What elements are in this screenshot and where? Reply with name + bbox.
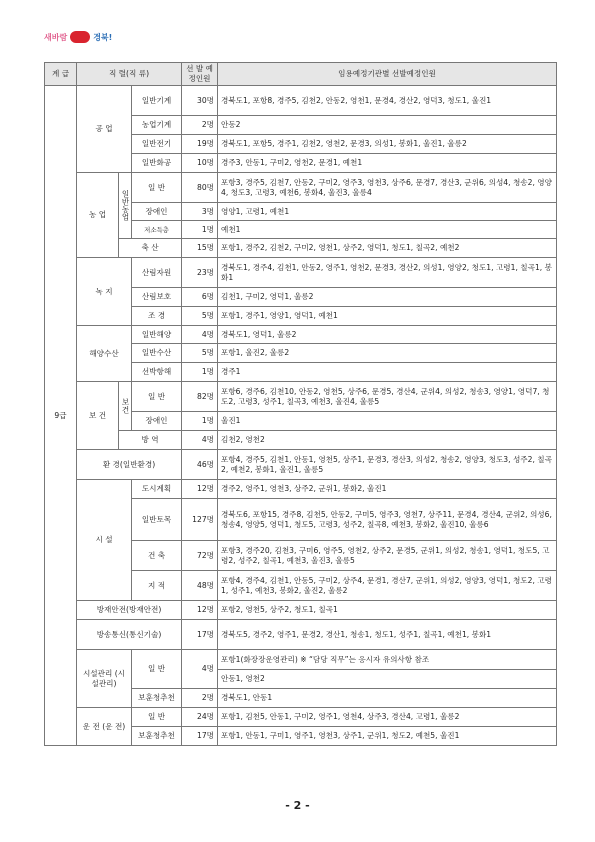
count-cell: 1명 [182,221,218,239]
count-cell: 4명 [182,326,218,344]
distribution-cell: 포항1, 안동1, 구미1, 영주1, 영천3, 상주1, 군위1, 청도2, 예천5, 울진1 [218,727,557,746]
logo [44,30,112,44]
distribution-cell: 경주3, 안동1, 구미2, 영천2, 문경1, 예천1 [218,154,557,173]
header-count: 선 발 예정인원 [182,63,218,86]
distribution-cell: 경북도1, 안동1 [218,689,557,708]
subcategory-cell: 일 반 [132,650,182,689]
count-cell: 10명 [182,154,218,173]
subcategory-cell: 산림보호 [132,288,182,307]
count-cell: 48명 [182,571,218,601]
grade-cell: 9급 [45,86,77,746]
logo-text-1: 새바람 [44,32,68,42]
subcategory-cell: 축 산 [119,239,182,258]
count-cell: 23명 [182,258,218,288]
header-series: 직 렬(직 류) [77,63,182,86]
distribution-cell: 포항1, 울진2, 울릉2 [218,344,557,363]
count-cell: 12명 [182,480,218,499]
header-grade: 계 급 [45,63,77,86]
distribution-cell: 포항4, 경주4, 김천1, 안동5, 구미2, 상주4, 문경1, 경산7, 군위1, 의성2, 영양3, 영덕1, 청도2, 고령1, 성주1, 예천3, 봉화2, 울진2, 울릉2 [218,571,557,601]
distribution-cell: 포항1, 경주2, 김천2, 구미2, 영천1, 상주2, 영덕1, 청도1, 칠곡2, 예천2 [218,239,557,258]
subcategory-cell: 방 역 [119,431,182,450]
distribution-cell: 경북도6, 포항15, 경주8, 김천5, 안동2, 구미5, 영주3, 영천7, 상주11, 문경4, 경산4, 군위2, 의성6, 청송4, 영양5, 영덕1, 청도5, 고령3, 성주2, 칠곡8, 예천3, 봉화2, 울진10, 울릉6 [218,499,557,541]
count-cell: 80명 [182,173,218,203]
category-cell: 농 업 [77,173,119,258]
count-cell: 17명 [182,727,218,746]
subcategory-cell: 조 경 [132,307,182,326]
count-cell: 127명 [182,499,218,541]
subcategory-cell: 도시계획 [132,480,182,499]
distribution-cell: 포항3, 경주5, 김천7, 안동2, 구미2, 영주3, 영천3, 상주6, 문경7, 경산3, 군위6, 의성4, 청송2, 영양4, 청도3, 고령3, 예천6, 봉화4, 울진3, 울릉4 [218,173,557,203]
count-cell: 4명 [182,431,218,450]
subcategory-cell: 보훈청추천 [132,689,182,708]
category-cell: 시 설 [77,480,132,601]
distribution-cell: 경북도1, 포항8, 경주5, 김천2, 안동2, 영천1, 문경4, 경산2, 영덕3, 청도1, 울진1 [218,86,557,116]
logo-heart-icon [70,31,90,43]
count-cell: 15명 [182,239,218,258]
subcategory-cell: 건 축 [132,541,182,571]
category-cell: 녹 지 [77,258,132,326]
count-cell: 2명 [182,689,218,708]
mid-category-cell: 보건 [119,382,132,431]
category-cell: 공 업 [77,86,132,173]
subcategory-cell: 장애인 [132,203,182,221]
subcategory-cell: 일반전기 [132,135,182,154]
subcategory-cell: 일반기계 [132,86,182,116]
distribution-cell: 포항4, 경주5, 김천1, 안동1, 영천5, 상주1, 문경3, 경산3, 의성2, 청송2, 영양3, 청도3, 성주2, 칠곡2, 예천2, 봉화1, 울진1, 울릉5 [218,450,557,480]
count-cell: 5명 [182,307,218,326]
distribution-cell: 포항2, 영천5, 상주2, 청도1, 칠곡1 [218,601,557,620]
distribution-cell: 경북도1, 경주4, 김천1, 안동2, 영주1, 영천2, 문경3, 경산2, 의성1, 영양2, 청도1, 고령1, 칠곡1, 봉화1 [218,258,557,288]
count-cell: 72명 [182,541,218,571]
subcategory-cell: 일반토목 [132,499,182,541]
count-cell: 19명 [182,135,218,154]
page-number: - 2 - [285,799,310,812]
mid-category-cell: 일반농업 [119,173,132,239]
subcategory-cell: 일 반 [132,173,182,203]
category-cell: 환 경(일반환경) [77,450,182,480]
subcategory-cell: 일반수산 [132,344,182,363]
category-cell: 해양수산 [77,326,132,382]
logo-text-3: 경북! [93,32,113,42]
count-cell: 5명 [182,344,218,363]
distribution-cell: 포항1, 경주1, 영양1, 영덕1, 예천1 [218,307,557,326]
category-cell: 보 건 [77,382,119,450]
subcategory-cell: 일 반 [132,382,182,412]
category-cell: 운 전 (운 전) [77,708,132,746]
subcategory-cell: 장애인 [132,412,182,431]
count-cell: 24명 [182,708,218,727]
count-cell: 4명 [182,650,218,689]
distribution-cell: 포항1(화장장운영관리) ※ “담당 직무”는 응시자 유의사항 참조 [218,650,557,670]
distribution-cell: 영양1, 고령1, 예천1 [218,203,557,221]
distribution-cell: 경주2, 영주1, 영천3, 상주2, 군위1, 봉화2, 울진1 [218,480,557,499]
subcategory-cell: 일 반 [132,708,182,727]
distribution-cell: 경북도1, 포항5, 경주1, 김천2, 영천2, 문경3, 의성1, 봉화1, 울진1, 울릉2 [218,135,557,154]
subcategory-cell: 일반화공 [132,154,182,173]
distribution-cell: 경북도5, 경주2, 영주1, 문경2, 경산1, 청송1, 청도1, 성주1, 칠곡1, 예천1, 봉화1 [218,620,557,650]
distribution-cell: 울진1 [218,412,557,431]
count-cell: 82명 [182,382,218,412]
count-cell: 2명 [182,116,218,135]
category-cell: 방송통신(통신기술) [77,620,182,650]
subcategory-cell: 농업기계 [132,116,182,135]
distribution-cell: 포항3, 경주20, 김천3, 구미6, 영주5, 영천2, 상주2, 문경5, 군위1, 의성2, 청송1, 영덕1, 청도5, 고령2, 성주2, 칠곡1, 예천3, 울진3, 울릉5 [218,541,557,571]
distribution-cell: 경주1 [218,363,557,382]
subcategory-cell: 산림자원 [132,258,182,288]
subcategory-cell: 지 적 [132,571,182,601]
count-cell: 46명 [182,450,218,480]
distribution-cell: 포항6, 경주6, 김천10, 안동2, 영천5, 상주6, 문경5, 경산4, 군위4, 의성2, 청송3, 영양1, 영덕7, 청도2, 고령3, 성주1, 칠곡3, 예천3, 울진4, 울릉5 [218,382,557,412]
subcategory-cell: 보훈청추천 [132,727,182,746]
subcategory-cell: 선박항해 [132,363,182,382]
subcategory-cell: 저소득층 [132,221,182,239]
distribution-cell: 경북도1, 영덕1, 울릉2 [218,326,557,344]
header-agencies: 임용예정기관별 선발예정인원 [218,63,557,86]
count-cell: 3명 [182,203,218,221]
distribution-cell: 포항1, 김천5, 안동1, 구미2, 영주1, 영천4, 상주3, 경산4, 고령1, 울릉2 [218,708,557,727]
count-cell: 12명 [182,601,218,620]
count-cell: 6명 [182,288,218,307]
distribution-cell: 예천1 [218,221,557,239]
count-cell: 1명 [182,412,218,431]
category-cell: 방재안전(방재안전) [77,601,182,620]
subcategory-cell: 일반해양 [132,326,182,344]
distribution-cell: 안동2 [218,116,557,135]
count-cell: 30명 [182,86,218,116]
distribution-cell: 김천2, 영천2 [218,431,557,450]
distribution-cell: 안동1, 영천2 [218,670,557,689]
recruitment-table [44,62,557,746]
count-cell: 17명 [182,620,218,650]
category-cell: 시설관리 (시설관리) [77,650,132,708]
distribution-cell: 김천1, 구미2, 영덕1, 울릉2 [218,288,557,307]
count-cell: 1명 [182,363,218,382]
